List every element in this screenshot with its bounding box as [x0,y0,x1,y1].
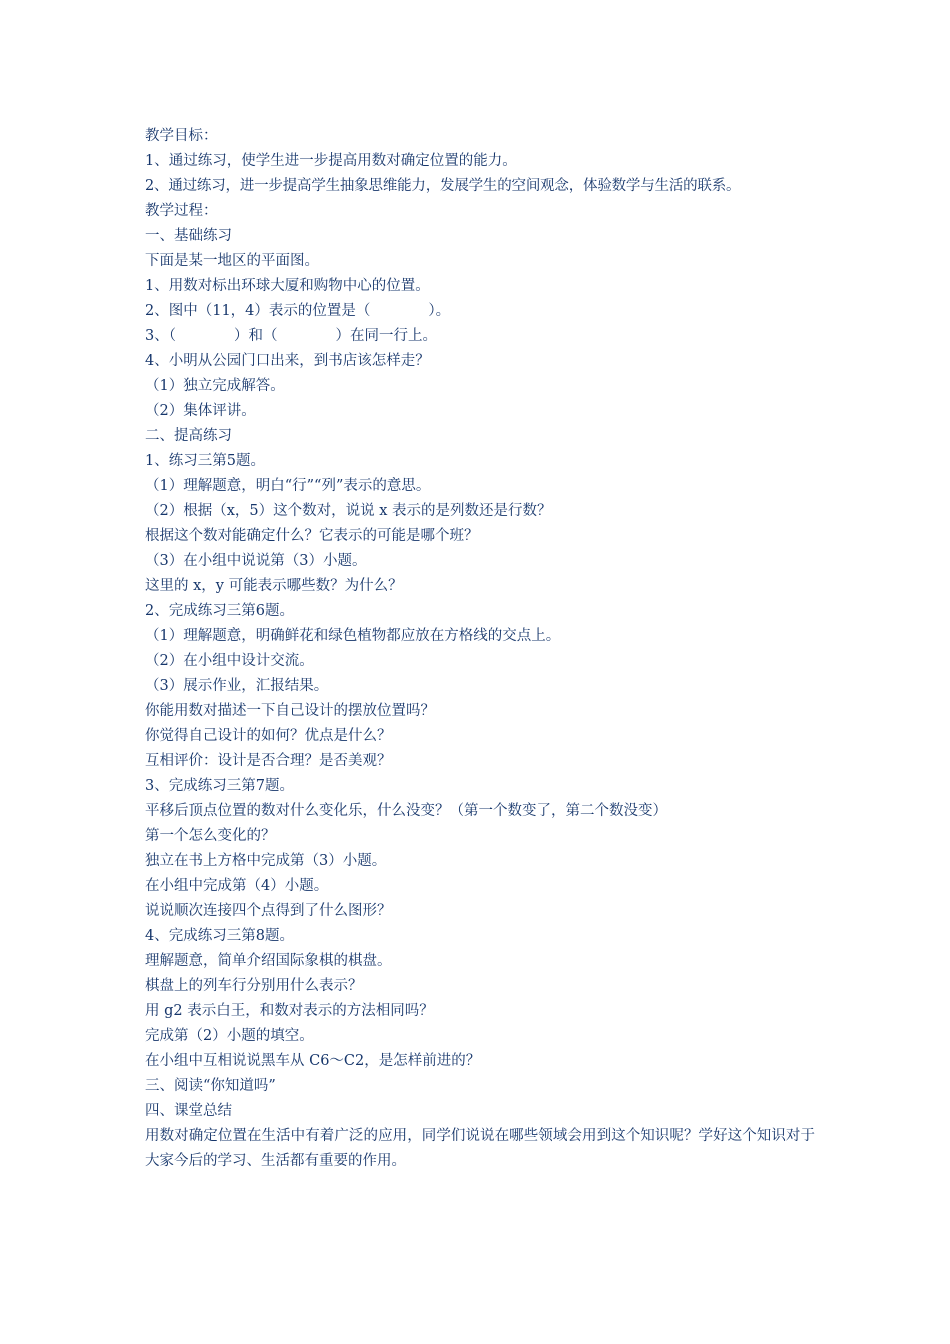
section-heading-reading: 三、阅读“你知道吗” [145,1078,276,1094]
list-item: 2、完成练习三第6题。 [145,603,294,619]
list-item: 3、完成练习三第7题。 [145,778,294,794]
paragraph: 在小组中完成第（4）小题。 [145,878,329,894]
paragraph: 第一个怎么变化的？ [145,828,276,844]
sub-item: （3）在小组中说说第（3）小题。 [145,553,367,569]
section-heading-basic-practice: 一、基础练习 [145,228,232,244]
list-item: 2、图中（11，4）表示的位置是（ ）。 [145,303,451,319]
paragraph: 你觉得自己设计的如何？优点是什么？ [145,728,392,744]
paragraph: 你能用数对描述一下自己设计的摆放位置吗？ [145,703,435,719]
paragraph: 完成第（2）小题的填空。 [145,1028,314,1044]
section-heading-summary: 四、课堂总结 [145,1103,232,1119]
paragraph: 平移后顶点位置的数对什么变化乐，什么没变？（第一个数变了，第二个数没变） [145,803,667,819]
list-item: 1、练习三第5题。 [145,453,265,469]
paragraph: 下面是某一地区的平面图。 [145,253,319,269]
goal-item-1: 1、通过练习，使学生进一步提高用数对确定位置的能力。 [145,153,517,169]
paragraph: 互相评价：设计是否合理？是否美观？ [145,753,392,769]
sub-item: （2）根据（x，5）这个数对，说说 x 表示的是列数还是行数？ [145,503,552,519]
paragraph: 这里的 x，y 可能表示哪些数？为什么？ [145,578,403,594]
paragraph: 在小组中互相说说黑车从 C6～C2，是怎样前进的？ [145,1053,481,1069]
list-item: 4、小明从公园门口出来，到书店该怎样走？ [145,353,430,369]
paragraph: 说说顺次连接四个点得到了什么图形？ [145,903,392,919]
sub-item: （2）集体评讲。 [145,403,256,419]
paragraph: 独立在书上方格中完成第（3）小题。 [145,853,387,869]
list-item: 4、完成练习三第8题。 [145,928,294,944]
goal-item-2: 2、通过练习，进一步提高学生抽象思维能力，发展学生的空间观念，体验数学与生活的联系。 [145,178,741,194]
list-item: 3、（ ）和（ ）在同一行上。 [145,328,437,344]
heading-teaching-process: 教学过程： [145,203,218,219]
document-body [145,124,815,1174]
summary-paragraph: 用数对确定位置在生活中有着广泛的应用，同学们说说在哪些领域会用到这个知识呢？学好这个知识对于大家今后的学习、生活都有重要的作用。 [145,1128,815,1169]
section-heading-advanced-practice: 二、提高练习 [145,428,232,444]
list-item: 1、用数对标出环球大厦和购物中心的位置。 [145,278,430,294]
sub-item: （1）独立完成解答。 [145,378,285,394]
sub-item: （2）在小组中设计交流。 [145,653,314,669]
paragraph: 根据这个数对能确定什么？它表示的可能是哪个班？ [145,528,479,544]
paragraph: 棋盘上的列车行分别用什么表示？ [145,978,363,994]
sub-item: （1）理解题意，明白“行”“列”表示的意思。 [145,478,431,494]
paragraph: 理解题意，简单介绍国际象棋的棋盘。 [145,953,392,969]
heading-teaching-goals: 教学目标： [145,128,218,144]
sub-item: （3）展示作业，汇报结果。 [145,678,329,694]
paragraph: 用 g2 表示白王，和数对表示的方法相同吗？ [145,1003,434,1019]
sub-item: （1）理解题意，明确鲜花和绿色植物都应放在方格线的交点上。 [145,628,561,644]
